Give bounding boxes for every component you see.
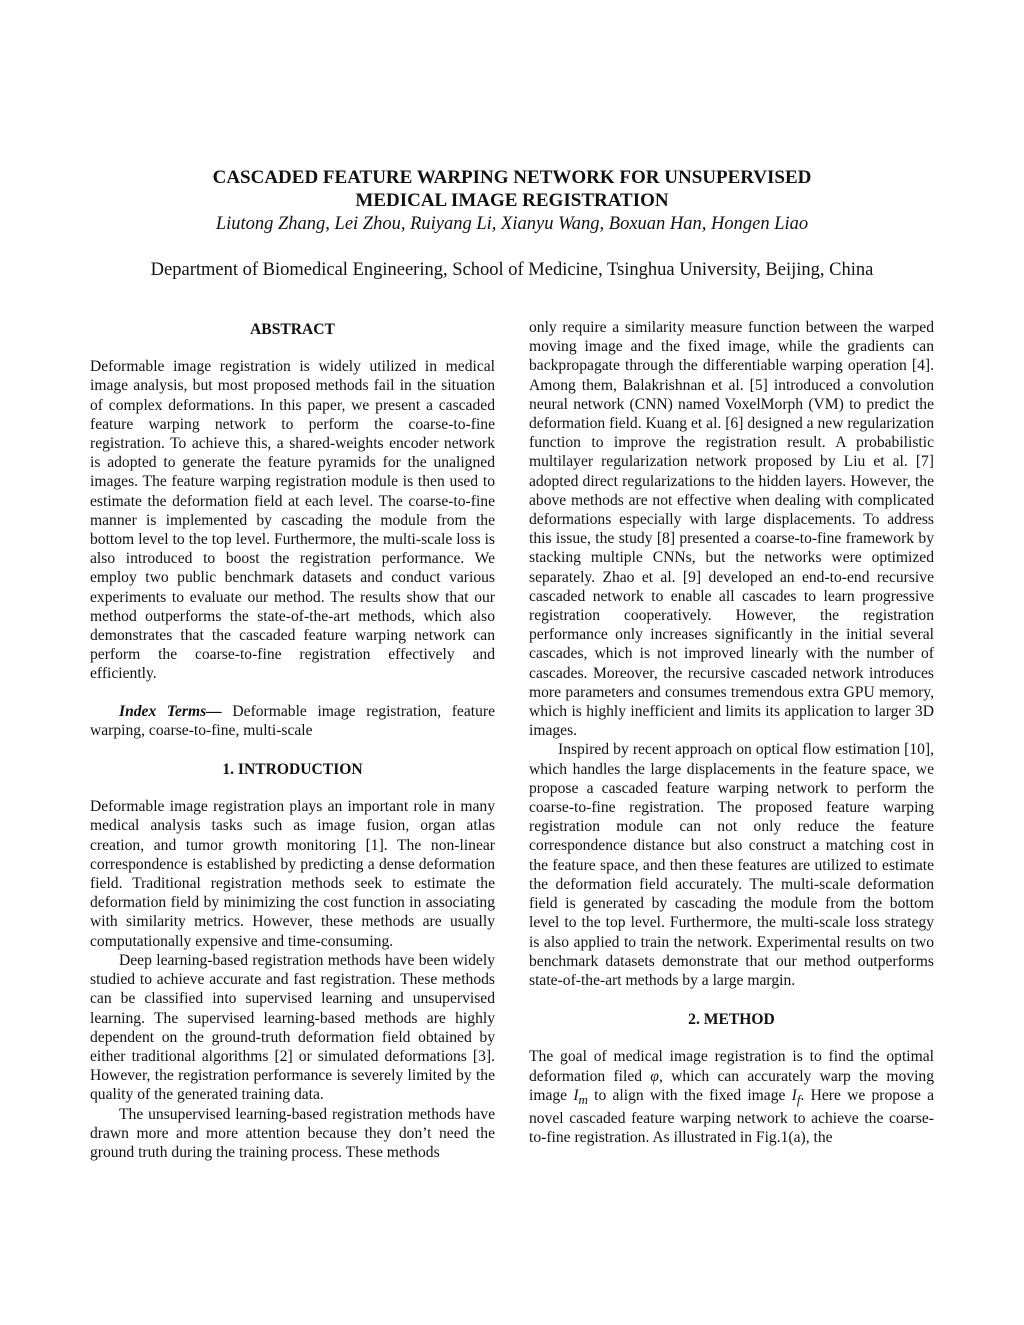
title-line-2: MEDICAL IMAGE REGISTRATION xyxy=(355,190,669,211)
title-line-1: CASCADED FEATURE WARPING NETWORK FOR UNSUPERVISED xyxy=(212,167,812,188)
intro-paragraph-3-start: The unsupervised learning-based registration methods have drawn more and more attention because they don’t need the ground truth during the training process. These methods xyxy=(90,1105,495,1161)
intro-paragraph-1: Deformable image registration plays an important role in many medical analysis tasks such as image fusion, organ atlas creation, and tumor growth monitoring [1]. The non-linear correspondence is established by predicting a dense deformation field. Traditional registration methods seek to estimate the deformation field by minimizing the cost function in associating with similarity metrics. However, these methods are usually computationally expensive and time-consuming. xyxy=(90,798,495,950)
left-column xyxy=(90,318,495,1162)
paper-title xyxy=(90,166,934,212)
index-terms xyxy=(90,702,495,740)
method-heading: 2. METHOD xyxy=(688,1011,775,1029)
method-text-3: to align with the fixed image xyxy=(587,1086,792,1104)
right-column xyxy=(529,318,934,1147)
index-terms-text: Deformable image registration, feature warping, coarse-to-fine, multi-scale xyxy=(90,702,496,739)
index-terms-label: Index Terms— xyxy=(119,702,222,720)
intro-paragraph-4: Inspired by recent approach on optical flow estimation [10], which handles the large displacements in the feature space, we propose a cascaded feature warping network to perform the coarse-to-fine registration. The proposed feature warping registration module can not only reduce the feature correspondence distance but also construct a matching cost in the feature space, and then these features are utilized to estimate the deformation field accurately. The multi-scale deformation field is generated by cascading the module from the bottom level to the top level. Furthermore, the multi-scale loss strategy is also applied to train the network. Experimental results on two benchmark datasets demonstrate that our method outperforms state-of-the-art methods by a large margin. xyxy=(529,741,934,989)
symbol-i-fixed: I xyxy=(791,1086,797,1104)
author-list: Liutong Zhang, Lei Zhou, Ruiyang Li, Xianyu Wang, Boxuan Han, Hongen Liao xyxy=(215,214,809,234)
method-paragraph-1 xyxy=(529,1047,934,1147)
symbol-i-moving: I xyxy=(573,1086,579,1104)
method-text-2: , which can accurately warp the moving image xyxy=(529,1067,935,1104)
intro-paragraph-3-continued: only require a similarity measure function between the warped moving image and the fixed image, while the gradients can backpropagate through the differentiable warping operation [4]. Among them, Balakrishnan et al. [5] introduced a convolution neural network (CNN) named VoxelMorph (VM) to predict the deformation field. Kuang et al. [6] designed a new regularization function to improve the registration result. A probabilistic multilayer regularization network proposed by Liu et al. [7] adopted direct regularizations to the hidden layers. However, the above methods are not effective when dealing with complicated deformations especially with large displacements. To address this issue, the study [8] presented a coarse-to-fine framework by stacking multiple CNNs, but the networks were optimized separately. Zhao et al. [9] developed an end-to-end recursive cascaded network to enable all cascades to learn progressive registration cooperatively. However, the registration performance only increases significantly in the initial several cascades, which is not improved linearly with the number of cascades. Moreover, the recursive cascaded network introduces more parameters and consumes tremendous extra GPU memory, which is highly inefficient and limits its application to larger 3D images. xyxy=(529,319,934,740)
introduction-heading: 1. INTRODUCTION xyxy=(222,761,363,779)
affiliation: Department of Biomedical Engineering, School of Medicine, Tsinghua University, Beijing, China xyxy=(150,260,874,280)
method-text-1: The goal of medical image registration is to find the optimal deformation filed xyxy=(529,1048,934,1085)
subscript-f: f xyxy=(796,1091,801,1107)
abstract-heading: ABSTRACT xyxy=(250,321,335,338)
intro-paragraph-2: Deep learning-based registration methods have been widely studied to achieve accurate and fast registration. These methods can be classified into supervised learning and unsupervised learning. The supervised learning-based methods are highly dependent on the ground-truth deformation field obtained by either traditional algorithms [2] or simulated deformations [3]. However, the registration performance is severely limited by the quality of the generated training data. xyxy=(90,951,495,1104)
method-text-4: . Here we propose a novel cascaded feature warping network to achieve the coarse-to-fine registration. As illustrated in Fig.1(a), the xyxy=(529,1086,935,1147)
symbol-phi: φ xyxy=(650,1067,659,1085)
subscript-m: m xyxy=(578,1091,588,1107)
abstract-text: Deformable image registration is widely utilized in medical image analysis, but most proposed methods fail in the situation of complex deformations. In this paper, we present a cascaded feature warping network to perform the coarse-to-fine registration. To achieve this, a shared-weights encoder network is adopted to generate the feature pyramids for the unaligned images. The feature warping registration module is then used to estimate the deformation field at each level. The coarse-to-fine manner is implemented by cascading the module from the bottom level to the top level. Furthermore, the multi-scale loss is also introduced to boost the registration performance. We employ two public benchmark datasets and conduct various experiments to evaluate our method. The results show that our method outperforms the state-of-the-art methods, which also demonstrates that the cascaded feature warping network can perform the coarse-to-fine registration effectively and efficiently. xyxy=(90,358,495,683)
